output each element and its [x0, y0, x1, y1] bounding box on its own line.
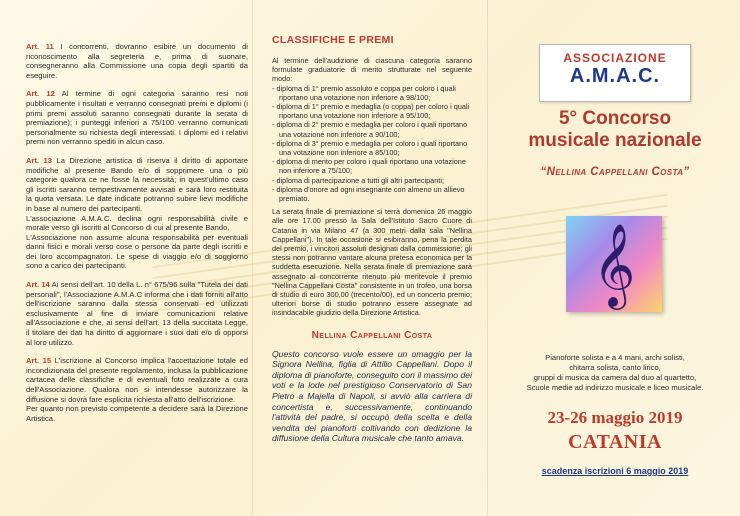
- article-paragraph: L'Associazione non assume alcuna responsabilità per eventuali danni fisici e morali verso cose o persone da parte degli iscritti e dei loro accompagnatori. Le spese di viaggio e/o di soggiorno sono a carico dei partecipanti.: [26, 232, 248, 271]
- prizes-intro: Al termine dell'audizione di ciascuna categoria saranno formulate graduatorie di merito strutturate nel seguente modo:: [272, 56, 472, 84]
- cover-column: [495, 0, 735, 516]
- list-item: - diploma di 3° premio e medaglia per coloro i quali riportano una votazione non inferiore a 85/100;: [272, 138, 468, 158]
- article-15: [26, 356, 248, 423]
- prizes-heading: CLASSIFICHE E PREMI: [272, 34, 394, 46]
- article-11: [26, 42, 248, 80]
- instruments-line: Pianoforte solista e a 4 mani, archi solisti,: [545, 353, 685, 362]
- article-text: Al termine di ogni categoria saranno resi noti pubblicamente i risultati e verranno consegnati premi e diplomi (i primi premi assoluti saranno consegnati durante la serata di premiazione); i punteggi inferiori a 75/100 verranno comunicati personalmente su richiesta degli interessati. I diplomi ed i relativi premi non verranno spediti in alcun caso.: [26, 89, 248, 147]
- article-paragraph: Per quanto non previsto competente a decidere sarà la Direzione Artistica.: [26, 404, 248, 423]
- article-text: L'iscrizione al Concorso implica l'accettazione totale ed incondizionata del presente regolamento, inclusa la pubblicazione cartacea delle classifiche e di eventuali foto realizzate a cura dell'Associazione. Qualora non si intendesse autorizzare la diffusione si dovrà fare esplicita richiesta all'atto dell'iscrizione.: [26, 356, 248, 404]
- event-city: CATANIA: [568, 431, 662, 453]
- prizes-list: [272, 84, 472, 204]
- fold-line: [252, 0, 253, 516]
- nellina-text: Questo concorso vuole essere un omaggio per la Signora Nellina, figlia di Attilio Cappellani. Dopo il diploma di pianoforte, conseguito con il massimo dei voti e la lode nel prestigioso Conservatorio di San Pietro a Majella di Napoli, si avviò alla carriera di concertista e, successivamente, continuando l'attività del padre, si occupò della scelta e della vendita dei pianoforti coltivando con dedizione la diffusione della Cultura musicale che tanto amava.: [272, 348, 472, 444]
- article-number: Art. 13: [26, 155, 52, 165]
- title-line-2: musicale nazionale: [528, 130, 702, 151]
- article-text: Ai sensi dell'art. 10 della L. n° 675/96 sulla "Tutela dei dati personali", l'Associazione A.M.A.C informa che i dati forniti all'atto dell'iscrizione saranno dalla stessa conservati ed utilizzati esclusivamente al fine di inviare comunicazioni relative all'Associazione e che, ai sensi dell'art. 13 della succitata Legge, il titolare dei dati ha diritto di aggiornare i suoi dati e/o di opporsi al loro utilizzo.: [26, 280, 248, 347]
- nellina-heading: Nellina Cappellani Costa: [311, 329, 433, 341]
- rules-column: [26, 42, 248, 516]
- list-item: - diploma di partecipazione a tutti gli altri partecipanti;: [272, 175, 444, 185]
- ceremony-text: La serata finale di premiazione si terrà domenica 26 maggio alle ore 17.00 presso la Sala dell'Istituto Sacro Cuore di Catania in via Milano 47 (a 300 metri dalla sala "Nellina Cappellani"). In tale occasione si esibiranno, pena la perdita del premio, i vincitori assoluti designati dalla commissione; gli stessi non potranno vantare alcuna pretesa economica per la suddetta esecuzione. Nella serata finale di premiazione sarà assegnato al concorrente ritenuto più meritevole il premio "Nellina Cappellani Costa" consistente in un trofeo, una borsa di studio di euro 300,00 (trecento/00), ed un concerto premio; ulteriori borse di studio potranno essere assegnate ad insindacabile giudizio della Direzione Artistica.: [272, 207, 472, 318]
- fold-line: [487, 0, 488, 516]
- article-number: Art. 14: [26, 280, 50, 290]
- article-number: Art. 11: [26, 42, 54, 51]
- article-text: La Direzione artistica di riserva il diritto di apportare modifiche al presente Bando e/o di sopprimere una o più categorie qualora ce ne fosse la necessità; in quest'ultimo caso gli iscritti saranno tempestivamente avvisati e sarà loro restituita la quota versata. Le date indicate potranno subire lievi modifiche in base al numero dei partecipanti.: [26, 155, 248, 213]
- cover-image: [566, 216, 662, 312]
- instruments-line: Scuole medie ad indirizzo musicale e liceo musicale.: [526, 383, 704, 392]
- instruments-line: gruppi di musica da camera dal duo al quartetto,: [533, 373, 697, 382]
- prizes-column: [272, 34, 472, 516]
- logo-line-2: A.M.A.C.: [569, 65, 661, 87]
- registration-deadline: scadenza iscrizioni 6 maggio 2019: [541, 466, 689, 476]
- logo-line-1: ASSOCIAZIONE: [563, 51, 667, 65]
- event-dates: 23-26 maggio 2019: [547, 408, 683, 427]
- list-item: - diploma di 1° premio assoluto e coppa per coloro i quali riportano una votazione non inferiore a 98/100;: [272, 83, 456, 102]
- instruments-line: chitarra solista, canto lirico,: [569, 363, 661, 372]
- article-12: [26, 89, 248, 147]
- list-item: - diploma di merito per coloro i quali riportano una votazione non inferiore a 75/100;: [272, 157, 466, 176]
- article-number: Art. 12: [26, 89, 55, 99]
- list-item: - diploma d'onore ad ogni insegnante con almeno un allievo premiato.: [272, 184, 465, 204]
- title-line-1: 5° Concorso: [558, 108, 672, 129]
- competition-subtitle: “Nellina Cappellani Costa”: [540, 166, 690, 178]
- treble-clef-icon: 𝄞: [592, 222, 636, 306]
- page-title: [495, 108, 735, 152]
- article-text: I concorrenti, dovranno esibire un documento di riconoscimento alla segreteria e, prima di suonare, consegneranno alla Commissione una copia degli spartiti da eseguire.: [26, 42, 248, 80]
- instruments-list: [495, 353, 735, 393]
- list-item: - diploma di 2° premio e medaglia per coloro i quali riportano una votazione non inferiore a 90/100;: [272, 120, 468, 139]
- list-item: - diploma di 1° premio e medaglia (o coppa) per coloro i quali riportano una votazione non inferiore a 95/100;: [272, 102, 470, 121]
- article-paragraph: L'associazione A.M.A.C. declina ogni responsabilità civile e morale verso gli iscritti al Concorso di cui al presente Bando.: [26, 213, 248, 233]
- association-logo: [539, 44, 691, 102]
- article-13: [26, 156, 248, 271]
- article-14: [26, 280, 248, 347]
- article-number: Art. 15: [26, 356, 52, 366]
